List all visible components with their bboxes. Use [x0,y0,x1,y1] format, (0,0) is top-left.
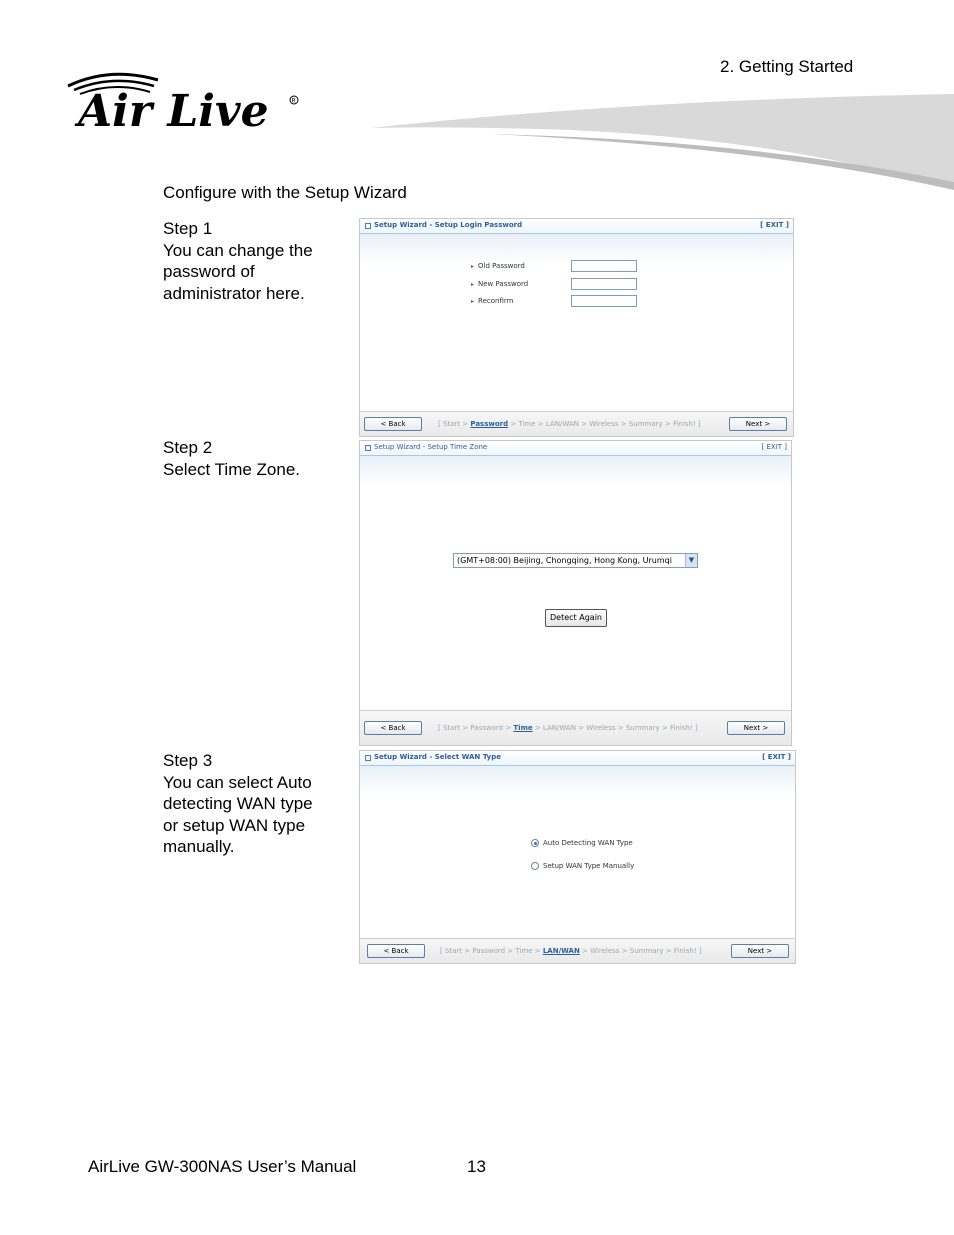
wizard-title-bar [360,751,795,766]
section-intro: Configure with the Setup Wizard [163,183,407,202]
arrow-right-icon: ▸ [471,298,475,305]
wizard-breadcrumb: [ Start > Password > Time > LAN/WAN > Wireless > Summary > Finish! ] [440,947,702,955]
header-swoosh-graphic [370,90,954,200]
back-button[interactable]: < Back [364,721,422,735]
reconfirm-label: ▸ Reconfirm [471,297,514,305]
back-button[interactable]: < Back [367,944,425,958]
wizard-title-bar [360,441,791,456]
step-1-description [163,218,343,304]
airlive-logo [60,64,310,134]
wizard-timezone-screenshot [359,440,792,746]
step-2-title: Step 2 [163,438,213,457]
exit-link[interactable]: [ EXIT ] [762,753,791,761]
radio-selected-icon[interactable] [531,839,539,847]
breadcrumb-current: Password [470,420,509,428]
auto-detect-option[interactable]: Auto Detecting WAN Type [531,839,633,847]
step-3-description [163,750,343,858]
new-password-label: ▸ New Password [471,280,529,288]
svg-text:Air Live: Air Live [78,86,269,134]
breadcrumb-current: Time [513,724,533,732]
wizard-password-screenshot [359,218,794,437]
step-1-line: administrator here. [163,283,305,303]
step-1-line: You can change the [163,240,313,260]
svg-text:R: R [291,97,296,105]
chapter-heading: 2. Getting Started [720,57,854,76]
old-password-label: ▸ Old Password [471,262,525,270]
step-3-line: manually. [163,837,235,856]
page-number: 13 [467,1157,486,1176]
chevron-down-icon[interactable]: ▼ [685,554,697,567]
step-3-line: detecting WAN type [163,794,313,813]
old-password-field[interactable] [571,260,637,272]
back-button[interactable]: < Back [364,417,422,431]
wizard-footer [360,938,795,963]
wizard-footer [360,710,791,745]
reconfirm-field[interactable] [571,295,637,307]
bullet-square-icon [365,755,371,761]
step-3-line: You can select Auto [163,772,312,792]
step-3-line: or setup WAN type [163,815,306,835]
bullet-square-icon [365,445,371,451]
breadcrumb-current: LAN/WAN [542,947,580,955]
wizard-footer [360,411,793,436]
wizard-wan-type-screenshot [359,750,796,964]
wizard-breadcrumb: [ Start > Password > Time > LAN/WAN > Wireless > Summary > Finish! ] [438,724,698,732]
next-button[interactable]: Next > [729,417,787,431]
exit-link[interactable]: [ EXIT ] [761,443,787,451]
radio-unselected-icon[interactable] [531,862,539,870]
wizard-breadcrumb: [ Start > Password > Time > LAN/WAN > Wireless > Summary > Finish! ] [438,420,701,428]
step-3-title: Step 3 [163,751,213,770]
new-password-field[interactable] [571,278,637,290]
step-2-description [163,437,343,480]
arrow-right-icon: ▸ [471,263,475,270]
wizard-title: Setup Wizard - Setup Time Zone [374,443,488,451]
step-1-title: Step 1 [163,219,213,238]
wizard-title: Setup Wizard - Select WAN Type [374,753,501,761]
manual-setup-option[interactable]: Setup WAN Type Manually [531,862,634,870]
timezone-select[interactable]: (GMT+08:00) Beijing, Chongqing, Hong Kong, Urumqi ▼ [453,553,698,568]
next-button[interactable]: Next > [727,721,785,735]
bullet-square-icon [365,223,371,229]
wizard-title: Setup Wizard - Setup Login Password [374,221,523,229]
arrow-right-icon: ▸ [471,281,475,288]
next-button[interactable]: Next > [731,944,789,958]
manual-title-footer: AirLive GW-300NAS User’s Manual [88,1157,357,1176]
exit-link[interactable]: [ EXIT ] [760,221,789,229]
step-1-line: password of [163,262,255,281]
wizard-title-bar [360,219,793,234]
step-2-line: Select Time Zone. [163,459,301,479]
detect-again-button[interactable]: Detect Again [545,609,607,627]
